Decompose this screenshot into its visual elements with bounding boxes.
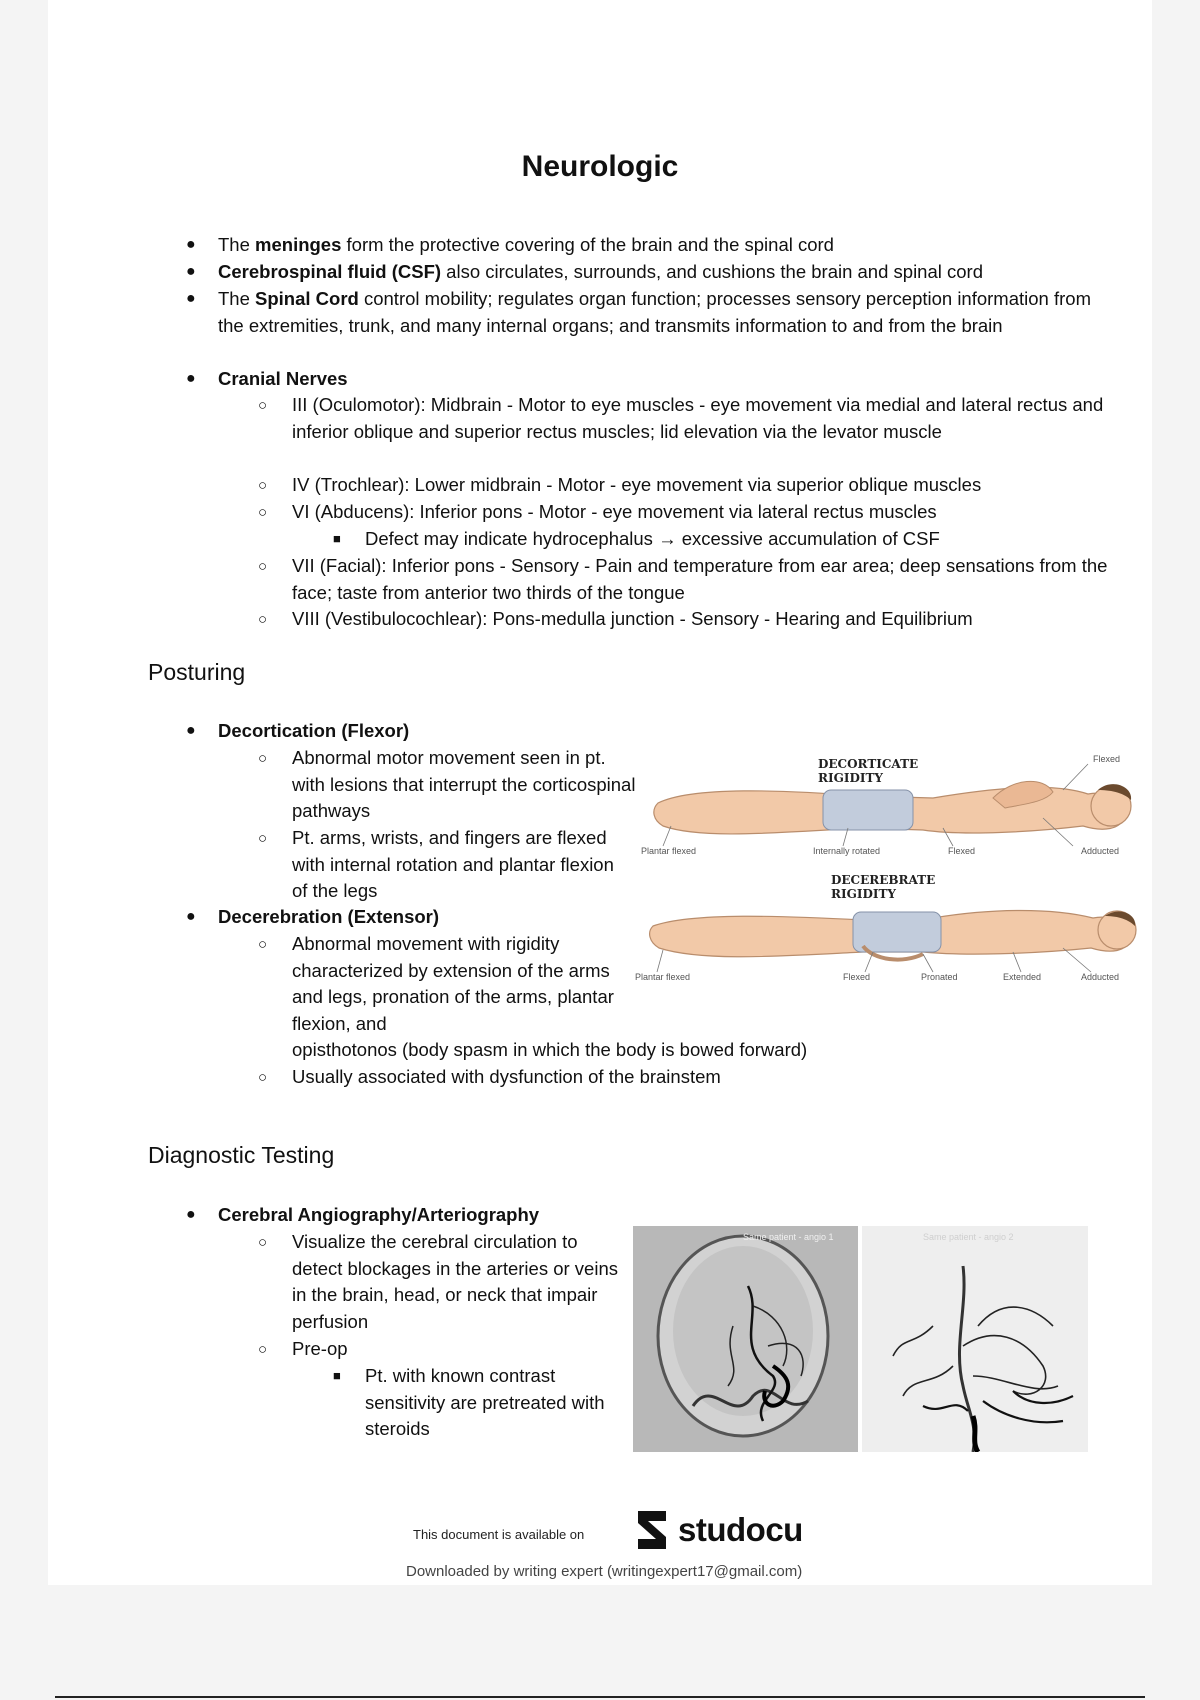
cranial-nerve-item: ○ VII (Facial): Inferior pons - Sensory - Pain and temperature from ear area; deep sensations from the face; taste from anterior two thirds of the tongue: [258, 555, 1108, 603]
figure-title-decerebrate-2: RIGIDITY: [831, 887, 896, 901]
list-item: ● Cerebral Angiography/Arteriography: [218, 1202, 1078, 1229]
sub-list-item: ○ Pt. arms, wrists, and fingers are flexed with internal rotation and plantar flexion of the legs: [258, 827, 614, 902]
cranial-nerve-item: ○ IV (Trochlear): Lower midbrain - Motor - eye movement via superior oblique muscles: [292, 472, 1132, 499]
posturing-figure: [633, 748, 1143, 998]
circle-bullet-icon: ○: [258, 750, 268, 767]
bottom-rule: [55, 1696, 1145, 1698]
figure-label: Flexed: [1093, 754, 1121, 764]
circle-bullet-icon: ○: [258, 397, 268, 414]
cranial-nerve-item: ○ VIII (Vestibulocochlear): Pons-medulla junction - Sensory - Hearing and Equilibrium: [292, 606, 1132, 633]
sub-list-item: ■ Defect may indicate hydrocephalus → excessive accumulation of CSF: [365, 526, 1125, 553]
circle-bullet-icon: ○: [258, 504, 268, 521]
studocu-brand-text: studocu: [678, 1511, 803, 1548]
list-item: ● Decerebration (Extensor): [218, 904, 1078, 931]
image-caption: Same patient - angio 2: [923, 1232, 1014, 1242]
list-item: ● Decortication (Flexor): [218, 718, 1078, 745]
list-item: ● The Spinal Cord control mobility; regulates organ function; processes sensory perception information from the extremities, trunk, and many internal organs; and transmits information to and from the brain: [186, 288, 1091, 336]
list-item: ● Cerebrospinal fluid (CSF) also circulates, surrounds, and cushions the brain and spinal cord: [218, 259, 1078, 286]
circle-bullet-icon: ○: [258, 558, 268, 575]
footer-available-text: This document is available on: [413, 1527, 585, 1542]
section-heading-diagnostic: Diagnostic Testing: [148, 1142, 335, 1168]
bullet-icon: ●: [186, 370, 196, 387]
bullet-icon: ●: [186, 908, 196, 925]
bullet-icon: ●: [186, 290, 196, 307]
angiography-images: [633, 1226, 1088, 1452]
page-title: Neurologic: [521, 150, 679, 183]
figure-label: Adducted: [1081, 846, 1120, 856]
circle-bullet-icon: ○: [258, 1341, 268, 1358]
figure-title-decorticate-2: RIGIDITY: [818, 771, 883, 785]
sub-list-item: ○ Visualize the cerebral circulation to detect blockages in the arteries or veins in the brain, head, or neck that impair perfusion: [258, 1231, 618, 1332]
circle-bullet-icon: ○: [258, 936, 268, 953]
bullet-icon: ●: [186, 1206, 196, 1223]
figure-label: Flexed: [843, 972, 871, 982]
sub-list-item: ○ Pre-op: [292, 1336, 632, 1363]
sub-list-item-continuation: opisthotonos (body spasm in which the body is bowed forward): [292, 1039, 808, 1060]
download-info: Downloaded by writing expert (writingexpert17@gmail.com): [406, 1563, 803, 1580]
bullet-icon: ●: [186, 263, 196, 280]
bullet-icon: ●: [186, 722, 196, 739]
circle-bullet-icon: ○: [258, 1069, 268, 1086]
figure-label: Plantar flexed: [635, 972, 691, 982]
circle-bullet-icon: ○: [258, 477, 268, 494]
angiogram-image-2: [862, 1226, 1088, 1452]
figure-label: Internally rotated: [813, 846, 881, 856]
sub-list-item: ○ Abnormal motor movement seen in pt. with lesions that interrupt the corticospinal pathways: [258, 747, 636, 822]
figure-label: Adducted: [1081, 972, 1120, 982]
figure-title-decerebrate: DECEREBRATE: [831, 873, 936, 887]
square-bullet-icon: ■: [333, 531, 341, 546]
bullet-icon: ●: [186, 236, 196, 253]
figure-label: Extended: [1003, 972, 1042, 982]
cranial-nerve-item: ○ VI (Abducens): Inferior pons - Motor - eye movement via lateral rectus muscles: [292, 499, 1132, 526]
decerebrate-body-illustration: [650, 911, 1136, 960]
document-page: [48, 0, 1152, 1585]
studocu-logo[interactable]: [630, 1507, 803, 1553]
section-heading-posturing: Posturing: [148, 659, 246, 685]
cranial-nerve-item: ○ III (Oculomotor): Midbrain - Motor to eye muscles - eye movement via medial and lateral rectus and inferior oblique and superior rectus muscles; lid elevation via the levator muscle: [258, 394, 1104, 442]
list-item: ● Cranial Nerves: [218, 366, 1078, 393]
image-caption: Same patient - angio 1: [743, 1232, 834, 1242]
figure-label: Pronated: [921, 972, 958, 982]
decorticate-body-illustration: [654, 781, 1131, 834]
figure-title-decorticate: DECORTICATE: [818, 757, 919, 771]
circle-bullet-icon: ○: [258, 611, 268, 628]
circle-bullet-icon: ○: [258, 1234, 268, 1251]
circle-bullet-icon: ○: [258, 830, 268, 847]
list-item: ● The meninges form the protective covering of the brain and the spinal cord: [218, 232, 1078, 259]
angiogram-image-1: [633, 1226, 858, 1452]
figure-label: Plantar flexed: [641, 846, 697, 856]
sub-list-item: ○ Usually associated with dysfunction of the brainstem: [292, 1064, 1132, 1091]
figure-label: Flexed: [948, 846, 976, 856]
studocu-logo-icon: [630, 1507, 674, 1553]
sub-list-item: ○ Abnormal movement with rigidity characterized by extension of the arms and legs, pronation of the arms, plantar flexion, and: [258, 933, 614, 1034]
square-bullet-icon: ■: [333, 1368, 341, 1383]
sub-sub-list-item: ■ Pt. with known contrast sensitivity are pretreated with steroids: [333, 1365, 605, 1440]
